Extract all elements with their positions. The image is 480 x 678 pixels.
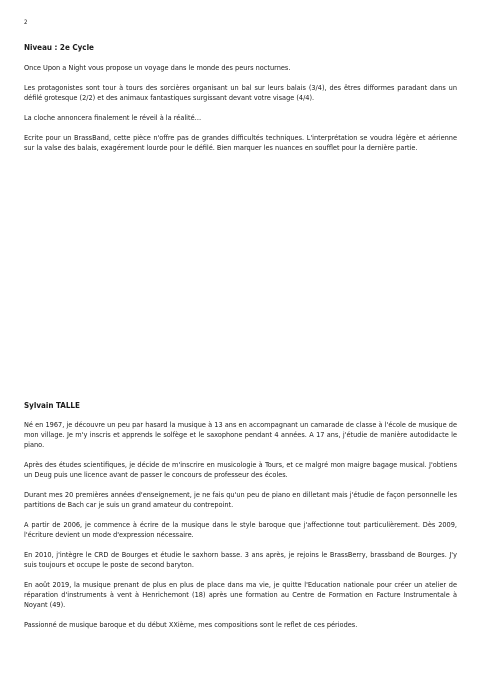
work-paragraph: Les protagonistes sont tour à tours des sorcières organisant un bal sur leurs balais (3/4), des êtres difformes paradant dans un défilé grotesque (2/2) et des animaux fantastiques surgissant devant votre visage (4/4). (24, 83, 457, 102)
bio-paragraph: A partir de 2006, je commence à écrire de la musique dans le style baroque que j'affectionne tout particulièrement. Dès 2009, l'écriture devient un mode d'expression nécessaire. (24, 520, 457, 539)
work-description (24, 42, 457, 163)
work-paragraph: Ecrite pour un BrassBand, cette pièce n'offre pas de grandes difficultés techniques. L'interprétation se voudra légère et aérienne sur la valse des balais, exagérement lourde pour le défilé. Bien marquer les nuances en soufflet pour la dernière partie. (24, 133, 457, 152)
author-biography (24, 400, 457, 640)
page-number: 2 (24, 19, 28, 26)
level-heading: Niveau : 2e Cycle (24, 43, 94, 52)
work-paragraph: Once Upon a Night vous propose un voyage dans le monde des peurs nocturnes. (24, 63, 291, 72)
bio-paragraph: Durant mes 20 premières années d'enseignement, je ne fais qu'un peu de piano en dilletant mais j'étudie de façon personnelle les partitions de Bach car je suis un grand amateur du contrepoint. (24, 490, 457, 509)
bio-paragraph: Après des études scientifiques, je décide de m'inscrire en musicologie à Tours, et ce malgré mon maigre bagage musical. J'obtiens un Deug puis une licence avant de passer le concours de professeur des écoles. (24, 460, 457, 479)
bio-paragraph: En 2010, j'intègre le CRD de Bourges et étudie le saxhorn basse. 3 ans après, je rejoins le BrassBerry, brassband de Bourges. J'y suis toujours et occupe le poste de second baryton. (24, 550, 457, 569)
bio-paragraph: En août 2019, la musique prenant de plus en plus de place dans ma vie, je quitte l'Education nationale pour créer un atelier de réparation d'instruments à vent à Henrichemont (18) après une formation au Centre de Formation en Facture Instrumentale à Noyant (49). (24, 580, 457, 609)
work-paragraph: La cloche annoncera finalement le réveil à la réalité… (24, 113, 202, 122)
bio-paragraph: Né en 1967, je découvre un peu par hasard la musique à 13 ans en accompagnant un camarade de classe à l'école de musique de mon village. Je m'y inscris et apprends le solfège et le saxophone pendant 4 années. A 17 ans, j'étudie de manière autodidacte le piano. (24, 420, 457, 449)
author-name-heading: Sylvain TALLE (24, 401, 80, 410)
bio-paragraph: Passionné de musique baroque et du début XXième, mes compositions sont le reflet de ces périodes. (24, 620, 358, 629)
